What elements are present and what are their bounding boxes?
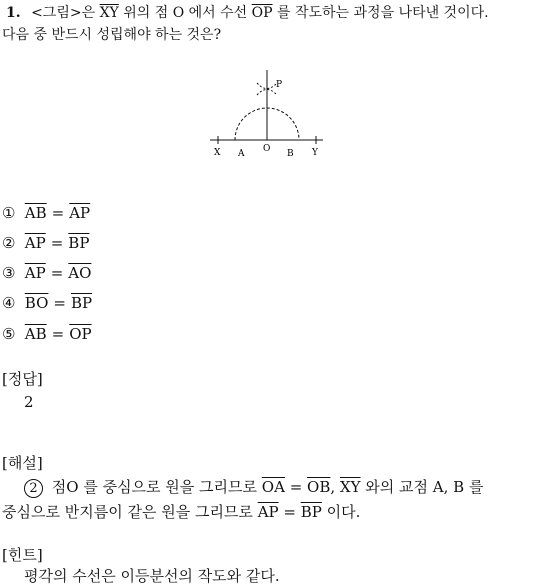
- hint-text: 평각의 수선은 이등분선의 작도와 같다.: [24, 567, 280, 585]
- construction-figure: [205, 70, 330, 165]
- label-b: B: [287, 149, 294, 159]
- label-y: Y: [312, 148, 318, 158]
- answer-circle: 2: [24, 479, 43, 498]
- choice-5[interactable]: ⑤ $\overline{AB} = \overline{OP}$: [2, 325, 92, 343]
- question-line-1: 1. <그림>은 $\overline{XY}$ 위의 점 O 에서 수선 $\overline{OP}$ 를 작도하는 과정을 나타낸 것이다.: [6, 5, 489, 21]
- answer-heading: [정답]: [2, 370, 43, 388]
- question-line-2: 다음 중 반드시 성립해야 하는 것은?: [2, 27, 222, 43]
- explanation-line-2: 중심으로 반지름이 같은 원을 그리므로 $\overline{AP} = \overline{BP}$ 이다.: [2, 503, 361, 521]
- answer-value: 2: [24, 393, 34, 411]
- explanation-heading: [해설]: [2, 454, 43, 472]
- choice-3[interactable]: ③ $\overline{AP} = \overline{AO}$: [2, 264, 92, 282]
- label-o: O: [263, 144, 271, 154]
- question-number: 1.: [6, 5, 21, 21]
- label-x: X: [214, 148, 221, 158]
- explanation-line-1: 2 점O 를 중심으로 원을 그리므로 $\overline{OA} = \overline{OB}$, $\overline{XY}$ 와의 교점 A, B 를: [24, 477, 483, 498]
- hint-heading: [힌트]: [2, 546, 43, 564]
- choice-1[interactable]: ① $\overline{AB} = \overline{AP}$: [2, 204, 91, 222]
- choice-4[interactable]: ④ $\overline{BO} = \overline{BP}$: [2, 294, 93, 312]
- choice-2[interactable]: ② $\overline{AP} = \overline{BP}$: [2, 234, 90, 252]
- label-p: P: [276, 80, 283, 90]
- label-a: A: [238, 149, 245, 159]
